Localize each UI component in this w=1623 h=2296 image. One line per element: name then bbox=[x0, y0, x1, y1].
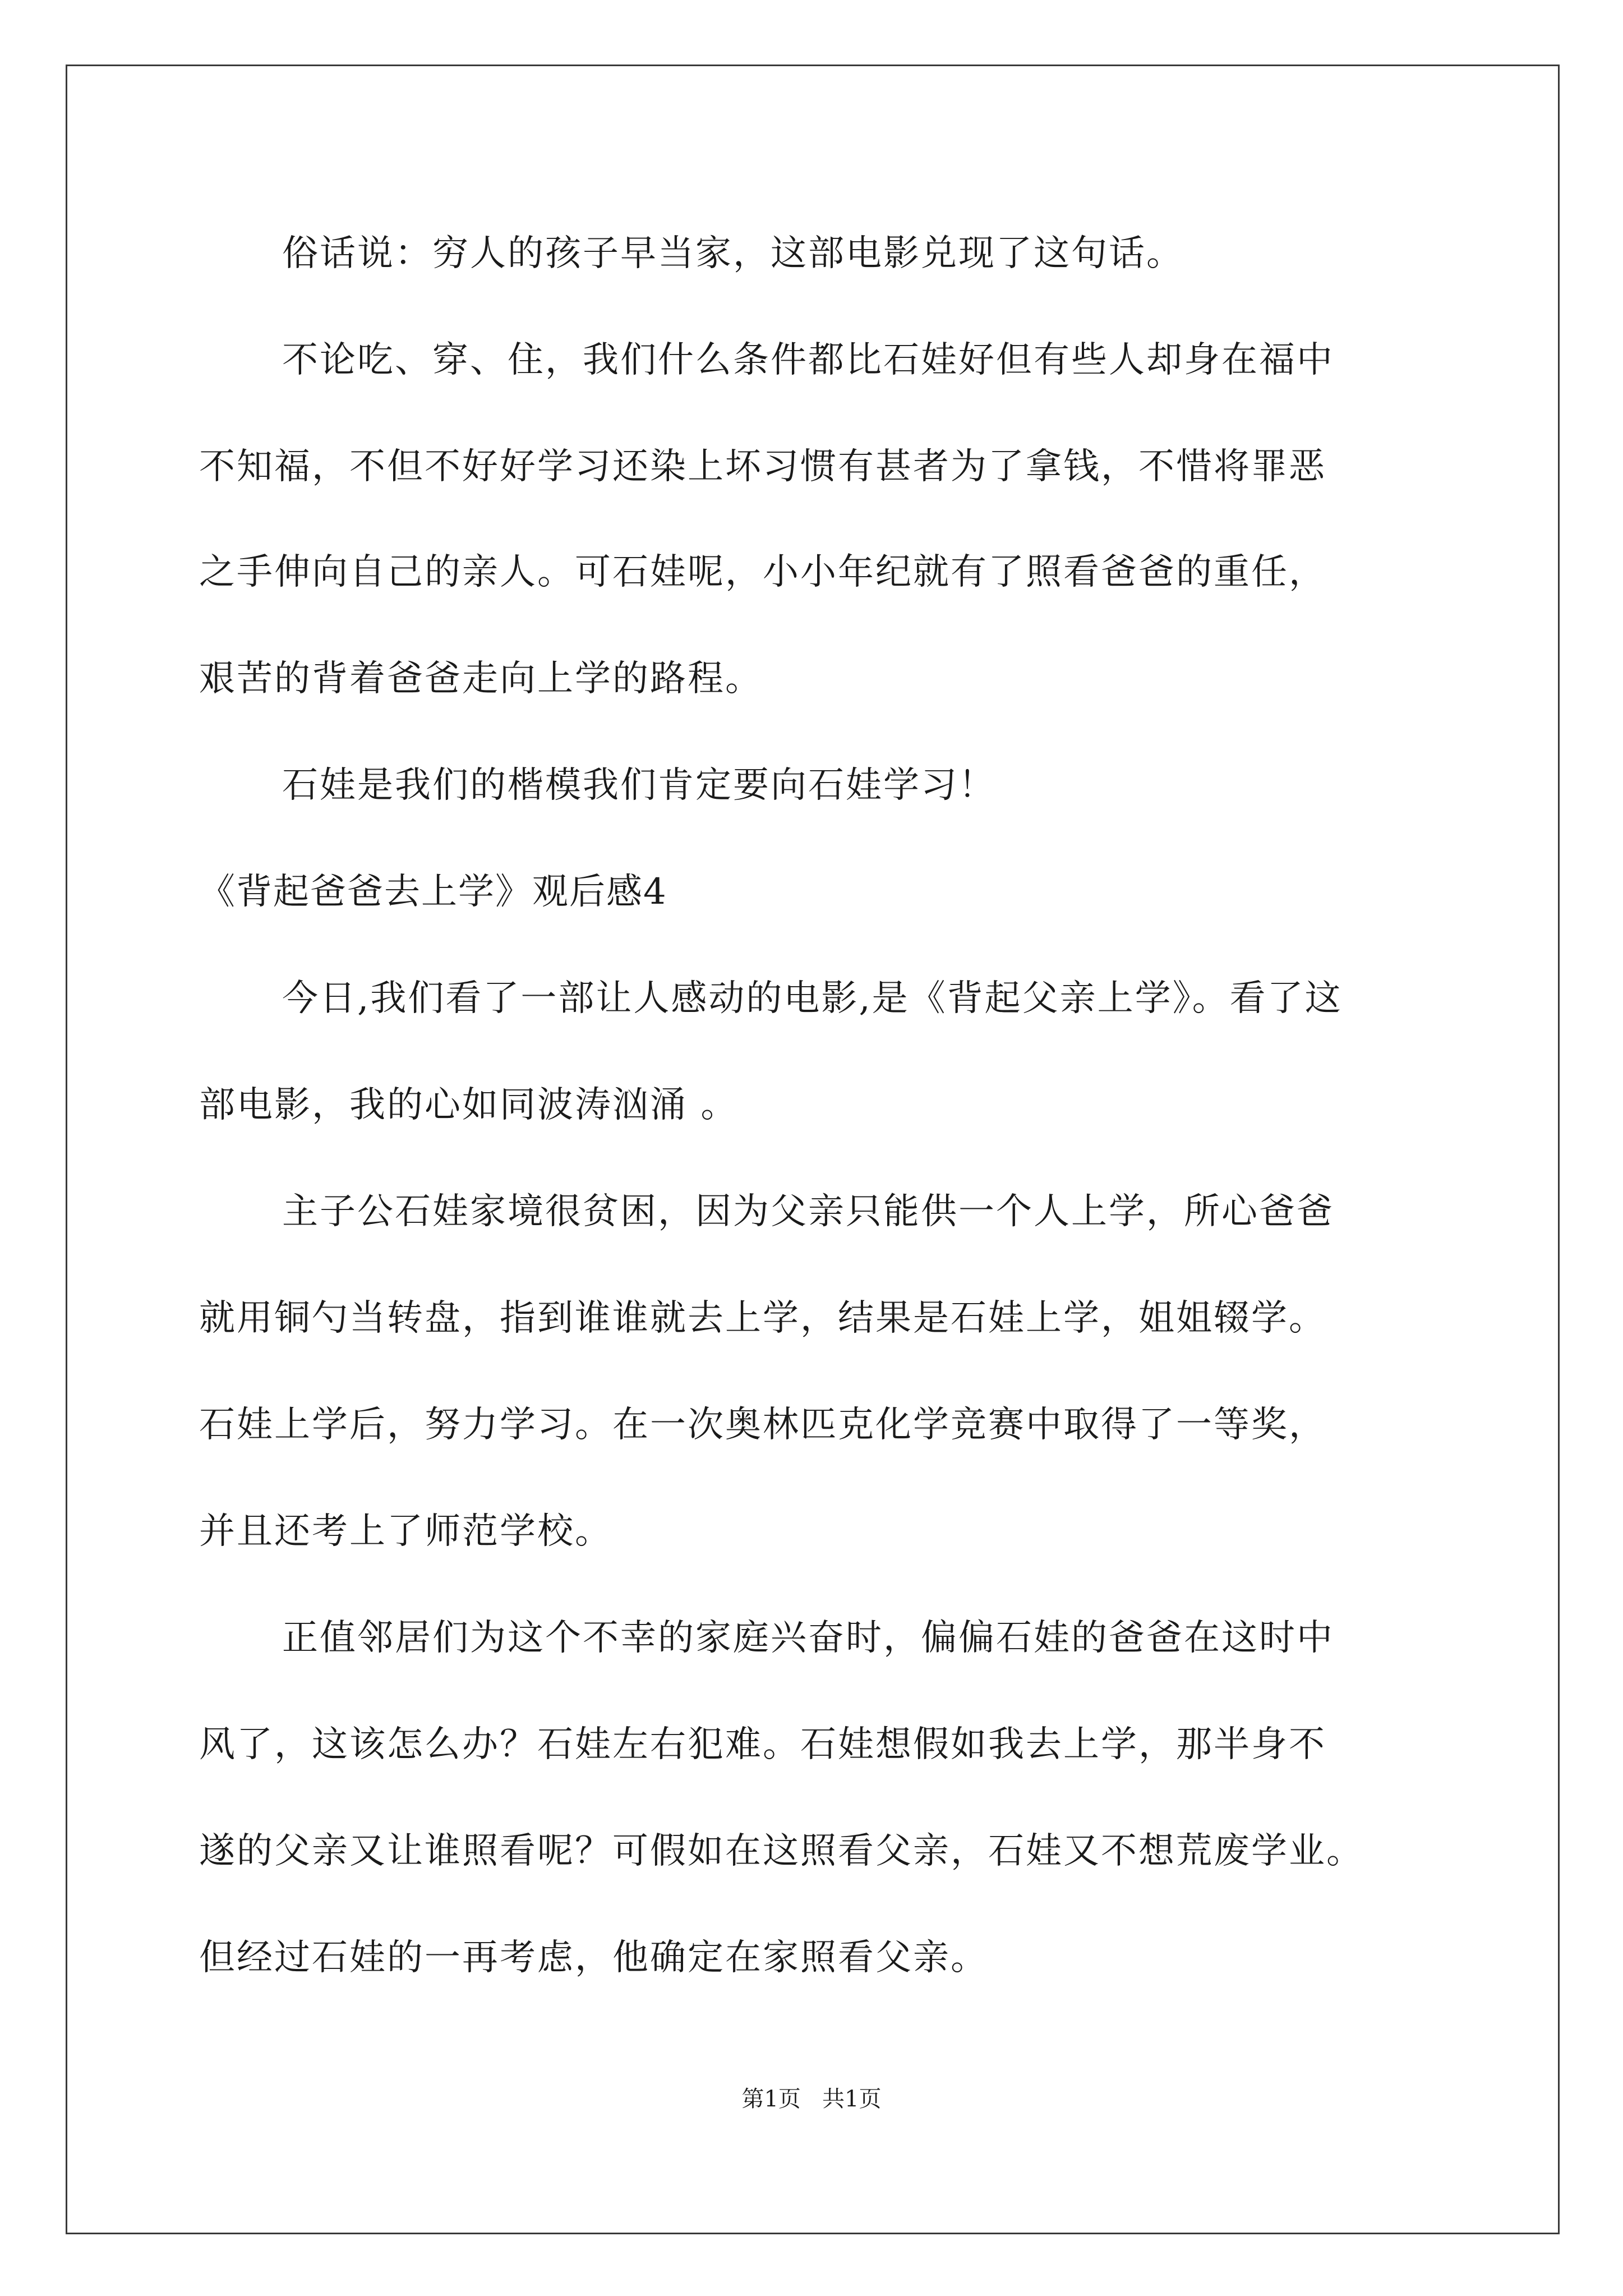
paragraph-line: 部电影，我的心如同波涛汹涌 。 bbox=[199, 1084, 739, 1126]
paragraph-line: 就用铜勺当转盘，指到谁谁就去上学，结果是石娃上学，姐姐辍学。 bbox=[199, 1297, 1326, 1339]
paragraph-line: 主子公石娃家境很贫困，因为父亲只能供一个人上学，所心爸爸 bbox=[282, 1191, 1334, 1232]
paragraph-line: 石娃上学后，努力学习。在一次奥林匹克化学竞赛中取得了一等奖， bbox=[199, 1404, 1326, 1446]
page-border bbox=[66, 65, 1560, 2234]
paragraph-line: 不知福，不但不好好学习还染上坏习惯有甚者为了拿钱，不惜将罪恶 bbox=[199, 446, 1326, 487]
paragraph-line: 风了，这该怎么办？石娃左右犯难。石娃想假如我去上学，那半身不 bbox=[199, 1724, 1326, 1765]
paragraph-line: 遂的父亲又让谁照看呢？可假如在这照看父亲，石娃又不想荒废学业。 bbox=[199, 1830, 1364, 1872]
paragraph-line: 艰苦的背着爸爸走向上学的路程。 bbox=[199, 658, 763, 700]
paragraph-line: 并且还考上了师范学校。 bbox=[199, 1511, 612, 1552]
paragraph-line: 石娃是我们的楷模我们肯定要向石娃学习！ bbox=[282, 765, 996, 806]
paragraph-line: 正值邻居们为这个不幸的家庭兴奋时，偏偏石娃的爸爸在这时中 bbox=[282, 1617, 1334, 1659]
paragraph-line: 但经过石娃的一再考虑，他确定在家照看父亲。 bbox=[199, 1937, 988, 1978]
page-footer: 第1页 共1页 bbox=[741, 2086, 882, 2112]
paragraph-line: 今日,我们看了一部让人感动的电影,是《背起父亲上学》。看了这 bbox=[282, 978, 1343, 1019]
section-heading: 《背起爸爸去上学》观后感4 bbox=[199, 871, 667, 913]
paragraph-line: 俗话说：穷人的孩子早当家，这部电影兑现了这句话。 bbox=[282, 233, 1184, 274]
paragraph-line: 之手伸向自己的亲人。可石娃呢，小小年纪就有了照看爸爸的重任， bbox=[199, 551, 1326, 593]
paragraph-line: 不论吃、穿、住，我们什么条件都比石娃好但有些人却身在福中 bbox=[282, 339, 1334, 381]
